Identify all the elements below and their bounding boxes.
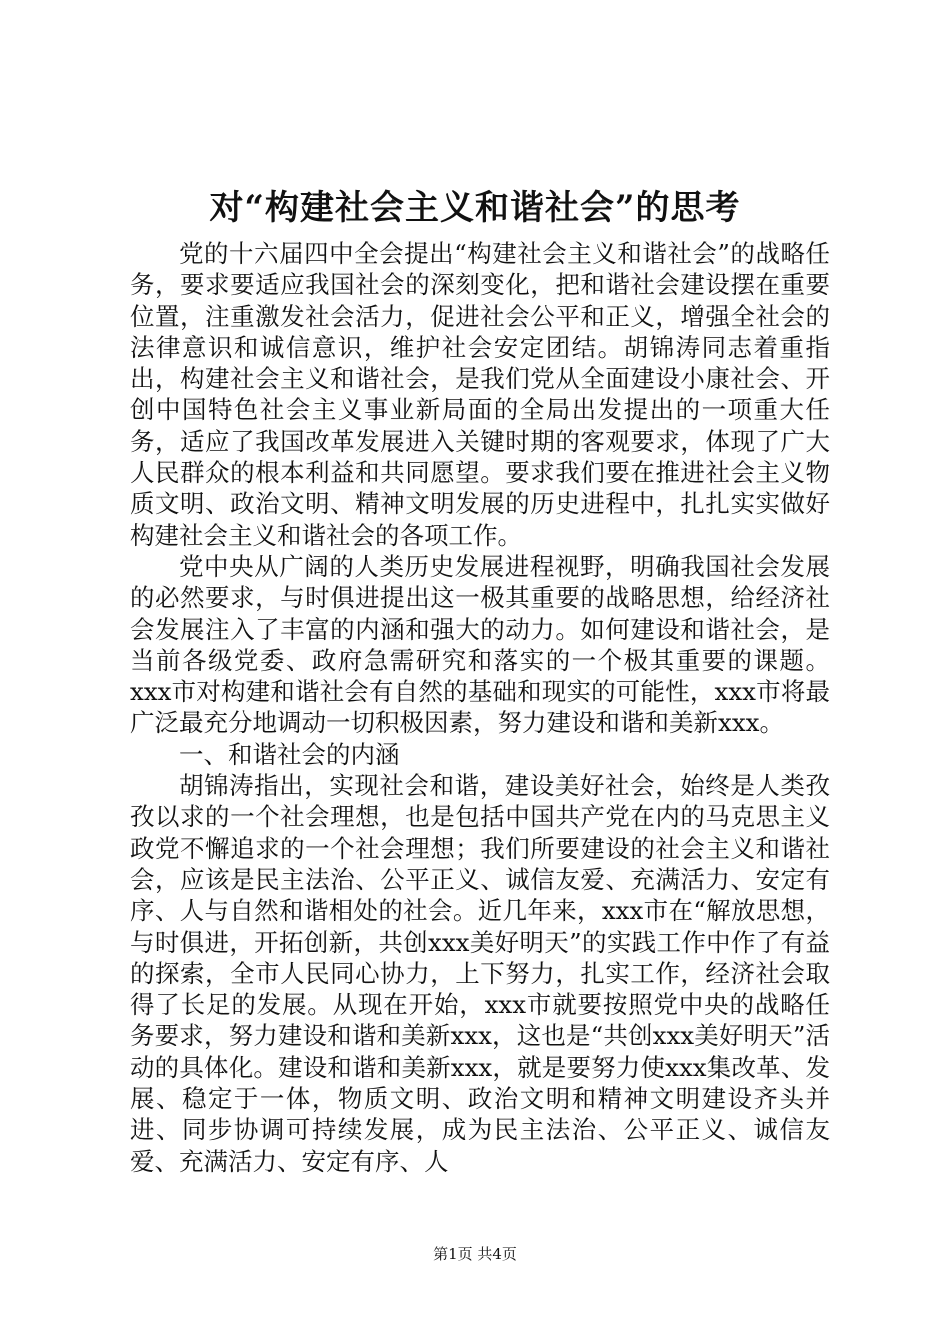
page-footer: 第1页 共4页 [433,1245,517,1263]
document-title: 对“构建社会主义和谐社会”的思考 [209,188,741,228]
paragraph-1: 党的十六届四中全会提出“构建社会主义和谐社会”的战略任务，要求要适应我国社会的深刻变化，把和谐社会建设摆在重要位置，注重激发社会活力，促进社会公平和正义，增强全社会的法律意识和诚信意识，维护社会安定团结。胡锦涛同志着重指出，构建社会主义和谐社会，是我们党从全面建设小康社会、开创中国特色社会主义事业新局面的全局出发提出的一项重大任务，适应了我国改革发展进入关键时期的客观要求，体现了广大人民群众的根本利益和共同愿望。要求我们要在推进社会主义物质文明、政治文明、精神文明发展的历史进程中，扎扎实实做好构建社会主义和谐社会的各项工作。 [130,239,830,550]
paragraph-3: 胡锦涛指出，实现社会和谐，建设美好社会，始终是人类孜孜以求的一个社会理想，也是包括中国共产党在内的马克思主义政党不懈追求的一个社会理想；我们所要建设的社会主义和谐社会，应该是民主法治、公平正义、诚信友爱、充满活力、安定有序、人与自然和谐相处的社会。近几年来，xxx市在“解放思想，与时俱进，开拓创新，共创xxx美好明天”的实践工作中作了有益的探索，全市人民同心协力，上下努力，扎实工作，经济社会取得了长足的发展。从现在开始，xxx市就要按照党中央的战略任务要求，努力建设和谐和美新xxx，这也是“共创xxx美好明天”活动的具体化。建设和谐和美新xxx，就是要努力使xxx集改革、发展、稳定于一体，物质文明、政治文明和精神文明建设齐头并进、同步协调可持续发展，成为民主法治、公平正义、诚信友爱、充满活力、安定有序、人 [130,771,830,1176]
document-body [130,238,830,1177]
section-heading-1: 一、和谐社会的内涵 [179,739,400,769]
paragraph-2: 党中央从广阔的人类历史发展进程视野，明确我国社会发展的必然要求，与时俱进提出这一极其重要的战略思想，给经济社会发展注入了丰富的内涵和强大的动力。如何建设和谐社会，是当前各级党委、政府急需研究和落实的一个极其重要的课题。xxx市对构建和谐社会有自然的基础和现实的可能性，xxx市将最广泛最充分地调动一切积极因素，努力建设和谐和美新xxx。 [130,551,830,738]
